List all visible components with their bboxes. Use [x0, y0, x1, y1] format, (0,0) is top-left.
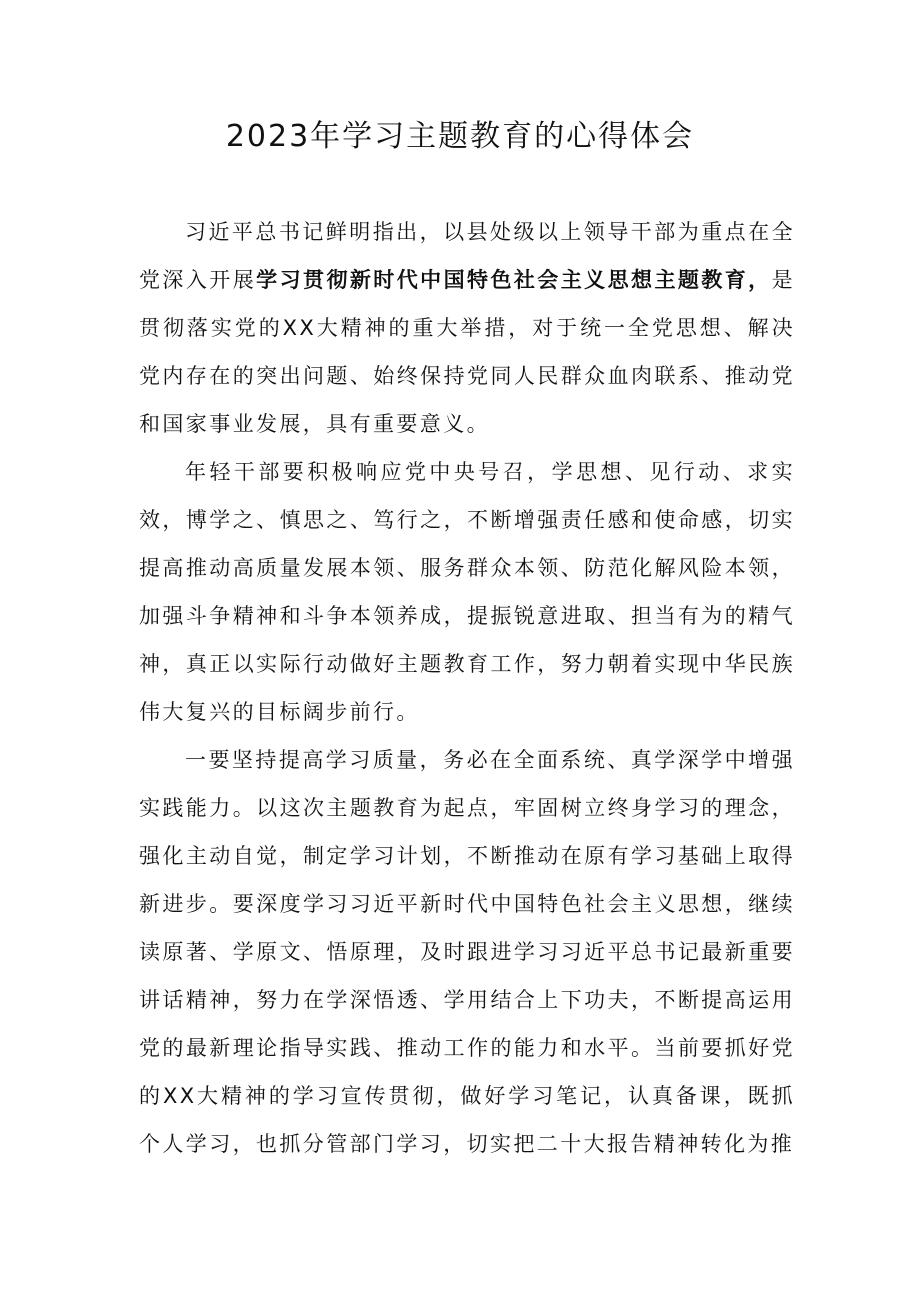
paragraph-1: [139, 208, 795, 448]
document-title: 2023年学习主题教育的心得体会: [225, 119, 695, 154]
paragraph-1-rest: 是贯彻落实党的XX大精神的重大举措，对于统一全党思想、解决党内存在的突出问题、始终保持党同人民群众血肉联系、推动党和国家事业发展，具有重要意义。: [139, 268, 795, 436]
paragraph-1-emphasis: 学习贯彻新时代中国特色社会主义思想主题教育，: [256, 268, 772, 292]
paragraph-1-lead: 习近平总书记鲜明指出，以县处级以上领导干部为重点在全党深入开展: [139, 220, 795, 292]
paragraph-2: 年轻干部要积极响应党中央号召，学思想、见行动、求实效，博学之、慎思之、笃行之，不断增强责任感和使命感，切实提高推动高质量发展本领、服务群众本领、防范化解风险本领，加强斗争精神和斗争本领养成，提振锐意进取、担当有为的精气神，真正以实际行动做好主题教育工作，努力朝着实现中华民族伟大复兴的目标阔步前行。: [139, 460, 795, 724]
document-body: [139, 208, 795, 1168]
paragraph-3: 一要坚持提高学习质量，务必在全面系统、真学深学中增强实践能力。以这次主题教育为起点，牢固树立终身学习的理念，强化主动自觉，制定学习计划，不断推动在原有学习基础上取得新进步。要深度学习习近平新时代中国特色社会主义思想，继续读原著、学原文、悟原理，及时跟进学习习近平总书记最新重要讲话精神，努力在学深悟透、学用结合上下功夫，不断提高运用党的最新理论指导实践、推动工作的能力和水平。当前要抓好党的XX大精神的学习宣传贯彻，做好学习笔记，认真备课，既抓个人学习，也抓分管部门学习，切实把二十大报告精神转化为推: [139, 748, 795, 1156]
